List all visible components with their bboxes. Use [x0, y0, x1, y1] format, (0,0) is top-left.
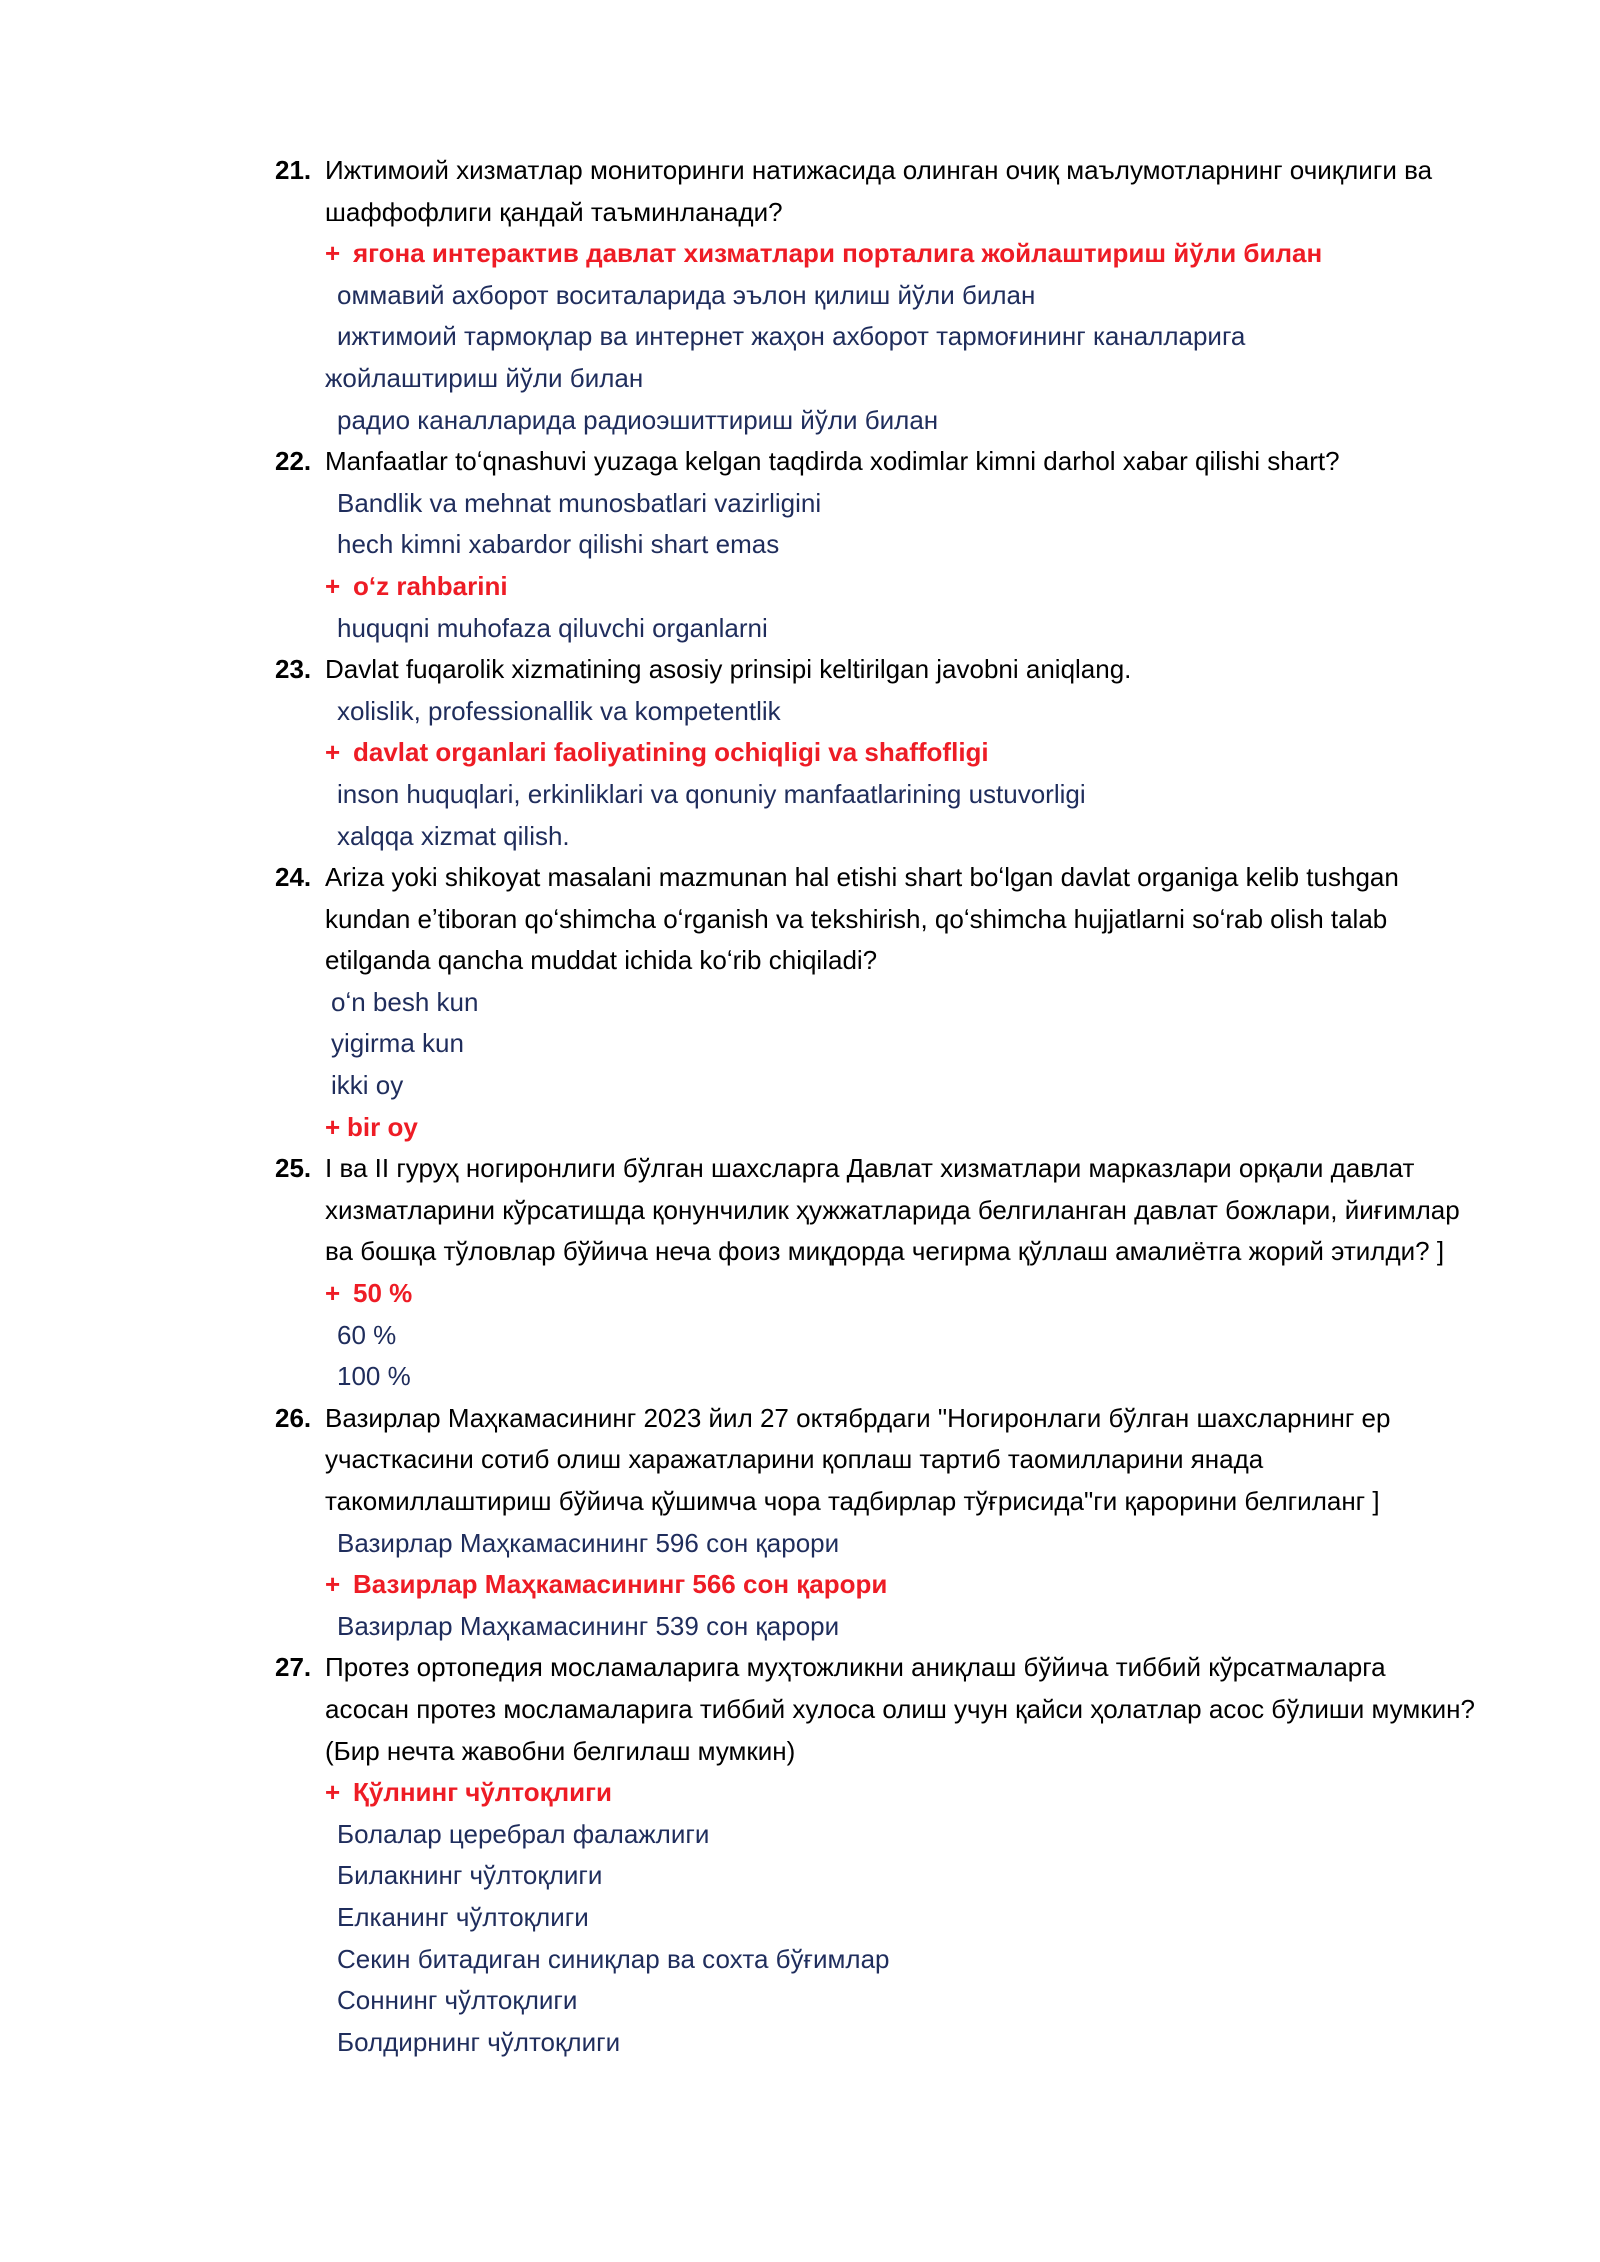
answer-option: ижтимоий тармоқлар ва интернет жаҳон ахборот тармоғининг каналларига: [337, 321, 1246, 352]
correct-marker: +: [325, 238, 341, 269]
answer-option: Bandlik va mehnat munosbatlari vazirligini: [337, 487, 822, 518]
question-24: [275, 857, 1475, 1148]
answer-option: oʻn besh kun: [331, 986, 479, 1017]
question-number: 23.: [275, 654, 312, 685]
question-number: 22.: [275, 446, 312, 477]
question-25: [275, 1148, 1475, 1398]
option-text: Вазирлар Маҳкамасининг 566 сон қарори: [353, 1569, 888, 1600]
answer-option: Елканинг чўлтоқлиги: [337, 1901, 589, 1932]
correct-marker: +: [325, 1278, 341, 1309]
option-text: oʻz rahbarini: [353, 570, 508, 601]
question-number: 24.: [275, 862, 312, 893]
question-text: I ва II гуруҳ ногиронлиги бўлган шахсларга Давлат хизматлари марказлари орқали давлат хизматларини кўрсатишда қонунчилик ҳужжатларида белгиланган давлат божлари, йиғимлар ва бошқа тўловлар бўйича неча фоиз миқдорда чегирма қўллаш амалиётга жорий этилди? ]: [325, 1153, 1460, 1267]
answer-option: xalqqa xizmat qilish.: [337, 820, 570, 851]
question-number: 26.: [275, 1402, 312, 1433]
correct-marker: +: [325, 570, 341, 601]
document-body: [275, 150, 1475, 2063]
answer-option-correct: [325, 1772, 1475, 1814]
question-text: Вазирлар Маҳкамасининг 2023 йил 27 октябрдаги "Ногиронлаги бўлган шахсларнинг ер участкасини сотиб олиш харажатларини қоплаш тартиб таомилларини янада такомиллаштириш бўйича қўшимча чора тадбирлар тўғрисида"ги қарорини белгиланг ]: [325, 1402, 1391, 1516]
answer-option: оммавий ахборот воситаларида эълон қилиш йўли билан: [337, 279, 1036, 310]
question-23: [275, 649, 1475, 857]
question-number: 27.: [275, 1652, 312, 1683]
answer-option-correct: [325, 566, 1475, 608]
answer-option: inson huquqlari, erkinliklari va qonuniy manfaatlarining ustuvorligi: [337, 778, 1086, 809]
answer-option-correct: [325, 233, 1475, 275]
answer-option: hech kimni xabardor qilishi shart emas: [337, 529, 780, 560]
option-text: bir oy: [347, 1111, 418, 1142]
answer-option: Болдирнинг чўлтоқлиги: [337, 2026, 621, 2057]
answer-option-correct: [325, 1564, 1475, 1606]
question-21: [275, 150, 1475, 441]
answer-option-correct: [325, 1273, 1475, 1315]
answer-option: Вазирлар Маҳкамасининг 539 сон қарори: [337, 1610, 840, 1641]
option-text: ягона интерактив давлат хизматлари порталига жойлаштириш йўли билан: [353, 238, 1323, 269]
question-text: Manfaatlar toʻqnashuvi yuzaga kelgan taqdirda xodimlar kimni darhol xabar qilishi shart?: [325, 446, 1340, 477]
answer-option-continuation: жойлаштириш йўли билан: [325, 362, 644, 393]
correct-marker: +: [325, 737, 341, 768]
answer-option: ikki oy: [331, 1070, 404, 1101]
correct-marker: +: [325, 1111, 341, 1142]
answer-option: Билакнинг чўлтоқлиги: [337, 1860, 603, 1891]
answer-option: yigirma kun: [331, 1028, 464, 1059]
option-text: davlat organlari faoliyatining ochiqligi va shaffofligi: [353, 737, 989, 768]
answer-option: huquqni muhofaza qiluvchi organlarni: [337, 612, 768, 643]
option-text: 50 %: [353, 1278, 413, 1309]
option-text: Қўлнинг чўлтоқлиги: [353, 1777, 612, 1808]
question-text: Протез ортопедия мосламаларига муҳтожликни аниқлаш бўйича тиббий кўрсатмаларга асосан протез мосламаларига тиббий хулоса олиш учун қайси ҳолатлар асос бўлиши мумкин? (Бир нечта жавобни белгилаш мумкин): [325, 1652, 1475, 1766]
question-22: [275, 441, 1475, 649]
question-text: Ижтимоий хизматлар мониторинги натижасида олинган очиқ маълумотларнинг очиқлиги ва шаффофлиги қандай таъминланади?: [325, 155, 1433, 227]
answer-option: 100 %: [337, 1361, 411, 1392]
question-text: Ariza yoki shikoyat masalani mazmunan hal etishi shart boʻlgan davlat organiga kelib tushgan kundan eʼtiboran qoʻshimcha oʻrganish va tekshirish, qoʻshimcha hujjatlarni soʻrab olish talab etilganda qancha muddat ichida koʻrib chiqiladi?: [325, 862, 1399, 976]
answer-option: Вазирлар Маҳкамасининг 596 сон қарори: [337, 1527, 840, 1558]
answer-option: xolislik, professionallik va kompetentlik: [337, 695, 781, 726]
answer-option: Болалар церебрал фалажлиги: [337, 1818, 710, 1849]
question-number: 25.: [275, 1153, 312, 1184]
answer-option-correct: [325, 1107, 1475, 1149]
question-number: 21.: [275, 155, 312, 185]
correct-marker: +: [325, 1777, 341, 1808]
question-26: [275, 1398, 1475, 1648]
correct-marker: +: [325, 1569, 341, 1600]
answer-option: 60 %: [337, 1319, 397, 1350]
answer-option-correct: [325, 732, 1475, 774]
question-text: Davlat fuqarolik xizmatining asosiy prinsipi keltirilgan javobni aniqlang.: [325, 654, 1132, 685]
answer-option: Секин битадиган синиқлар ва сохта бўғимлар: [337, 1943, 890, 1974]
question-27: [275, 1647, 1475, 2063]
answer-option: радио каналларида радиоэшиттириш йўли билан: [337, 404, 939, 435]
answer-option: Соннинг чўлтоқлиги: [337, 1985, 578, 2016]
